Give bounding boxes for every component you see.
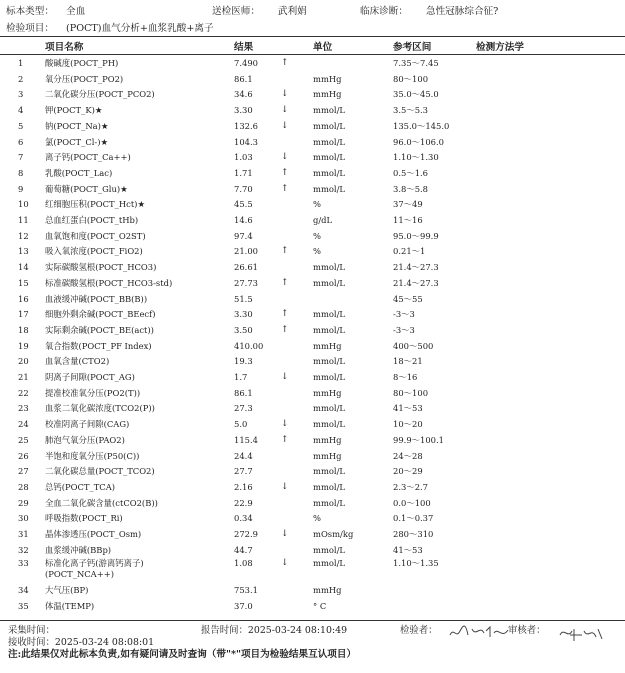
row-item-name: 吸入氧浓度(POCT_FiO2) (45, 246, 143, 257)
row-unit: g/dL (313, 215, 333, 225)
table-row (0, 119, 625, 133)
row-unit: mmol/L (313, 136, 345, 147)
row-item-name: 标准碳酸氢根(POCT_HCO3-std) (45, 277, 173, 288)
col-unit-header: 单位 (313, 42, 333, 53)
row-result: 26.61 (234, 262, 258, 273)
row-unit: mmol/L (313, 183, 345, 194)
row-result: 410.00 (234, 340, 264, 351)
specimen-type-label: 标本类型： (6, 6, 54, 17)
row-number: 5 (18, 120, 24, 131)
row-item-name: 校准阴离子间隙(CAG) (45, 419, 130, 430)
row-reference: 1.10～1.30 (393, 152, 439, 163)
row-number: 13 (18, 246, 29, 257)
table-row (0, 213, 625, 227)
row-result: 37.0 (234, 601, 253, 612)
receive-time-value: 2025-03-24 08:08:01 (54, 637, 155, 648)
row-result: 34.6 (234, 89, 253, 100)
row-result: 86.1 (234, 73, 253, 84)
table-row (0, 135, 625, 149)
row-flag: ↑ (281, 324, 289, 335)
row-flag: ↑ (281, 167, 289, 178)
row-number: 15 (18, 277, 29, 288)
row-item-name: 总血红蛋白(POCT_tHb) (45, 215, 139, 225)
row-number: 26 (18, 450, 29, 461)
row-unit: mmHg (313, 89, 342, 100)
row-reference: 2.3～2.7 (393, 481, 429, 492)
row-number: 28 (18, 481, 29, 492)
table-row (0, 496, 625, 510)
row-reference: 21.4～27.3 (393, 262, 439, 273)
row-number: 30 (18, 513, 29, 524)
row-flag: ↓ (281, 558, 289, 569)
row-flag: ↑ (281, 246, 289, 257)
row-reference: 11～16 (393, 215, 423, 225)
sender-value: 武利娟 (278, 6, 307, 17)
inspector-label: 检验者： (400, 625, 438, 636)
row-number: 22 (18, 387, 29, 398)
row-reference: 0.0～100 (393, 497, 431, 508)
row-item-name: 血液缓冲碱(POCT_BB(B)) (45, 293, 148, 304)
row-number: 18 (18, 324, 29, 335)
report-time-label: 报告时间： (201, 625, 248, 636)
row-unit: mmHg (313, 434, 342, 445)
row-reference: 280～310 (393, 529, 434, 539)
row-result: 5.0 (234, 419, 248, 430)
row-result: 1.03 (234, 152, 253, 163)
row-result: 3.30 (234, 105, 253, 116)
row-result: 1.71 (234, 167, 253, 178)
row-number: 32 (18, 544, 29, 555)
table-row (0, 511, 625, 525)
row-number: 6 (18, 136, 24, 147)
row-number: 2 (18, 73, 24, 84)
row-result: 24.4 (234, 450, 253, 461)
reviewer-label: 审核者： (508, 625, 546, 636)
row-result: 0.34 (234, 513, 253, 524)
collect-time-label: 采集时间： (8, 625, 55, 636)
row-result: 104.3 (234, 136, 258, 147)
row-unit: mmol/L (313, 403, 345, 414)
row-result: 27.73 (234, 277, 258, 288)
row-item-name: 血氧饱和度(POCT_O2ST) (45, 230, 146, 241)
row-result: 19.3 (234, 356, 253, 367)
row-number: 3 (18, 89, 24, 100)
row-item-name: 钾(POCT_K)★ (45, 105, 103, 116)
header-top-rule (0, 36, 625, 37)
row-reference: 8～16 (393, 372, 418, 382)
row-unit: mmol/L (313, 324, 345, 335)
report-time-value: 2025-03-24 08:10:49 (247, 625, 348, 636)
row-result: 14.6 (234, 215, 253, 225)
table-row (0, 464, 625, 478)
header-line-2 (6, 20, 616, 34)
table-row (0, 150, 625, 164)
row-item-name: 血浆缓冲碱(BBp) (45, 544, 112, 555)
table-row (0, 599, 625, 613)
table-row (0, 292, 625, 306)
row-unit: mmol/L (313, 372, 345, 382)
row-result: 22.9 (234, 497, 253, 508)
row-number: 8 (18, 167, 24, 178)
specimen-type-value: 全血 (66, 6, 86, 17)
row-result: 21.00 (234, 246, 258, 257)
row-unit: mmHg (313, 340, 342, 351)
row-reference: 41～53 (393, 403, 423, 414)
row-number: 24 (18, 419, 29, 430)
row-item-name: 实际碳酸氢根(POCT_HCO3) (45, 262, 157, 273)
row-number: 31 (18, 529, 29, 539)
table-row (0, 244, 625, 258)
row-number: 10 (18, 199, 29, 210)
row-item-name: 全血二氧化碳含量(ctCO2(B)) (45, 497, 158, 508)
row-item-name: 血氧含量(CTO2) (45, 356, 110, 367)
row-result: 3.30 (234, 309, 253, 320)
col-ref-header: 参考区间 (393, 42, 432, 53)
row-reference: 18～21 (393, 356, 423, 367)
row-reference: 95.0～99.9 (393, 230, 439, 241)
row-item-name: 酸碱度(POCT_PH) (45, 58, 119, 68)
sender-label: 送检医师： (212, 6, 260, 17)
test-items-label: 检验项目： (6, 23, 54, 34)
row-result: 27.7 (234, 466, 253, 477)
row-unit: mmHg (313, 450, 342, 461)
row-reference: -3～3 (393, 324, 415, 335)
table-row (0, 527, 625, 541)
row-flag: ↓ (281, 372, 289, 382)
row-item-name: 葡萄糖(POCT_Glu)★ (45, 183, 128, 194)
row-number: 4 (18, 105, 24, 116)
row-unit: mmHg (313, 387, 342, 398)
table-row (0, 480, 625, 494)
row-item-name: 标准化离子钙(游离钙离子)(POCT_NCA++) (45, 558, 144, 580)
row-item-name: 乳酸(POCT_Lac) (45, 167, 113, 178)
row-flag: ↑ (281, 309, 289, 320)
row-unit: mmol/L (313, 356, 345, 367)
table-row (0, 229, 625, 243)
row-reference: 80～100 (393, 73, 429, 84)
row-reference: 35.0～45.0 (393, 89, 439, 100)
table-row (0, 307, 625, 321)
row-reference: 135.0～145.0 (393, 120, 450, 131)
table-row (0, 449, 625, 463)
row-number: 12 (18, 230, 29, 241)
row-number: 1 (18, 58, 24, 68)
row-reference: 24～28 (393, 450, 423, 461)
table-header (0, 39, 625, 53)
row-result: 86.1 (234, 387, 253, 398)
row-item-name: 提准校准氧分压(PO2(T)) (45, 387, 141, 398)
row-number: 27 (18, 466, 29, 477)
row-reference: 41～53 (393, 544, 423, 555)
row-reference: 80～100 (393, 387, 429, 398)
table-row (0, 87, 625, 101)
table-row (0, 72, 625, 86)
row-reference: 96.0～106.0 (393, 136, 444, 147)
row-unit: mmol/L (313, 167, 345, 178)
row-unit: % (313, 246, 321, 257)
row-unit: mmol/L (313, 497, 345, 508)
table-row (0, 103, 625, 117)
row-number: 7 (18, 152, 24, 163)
row-result: 51.5 (234, 293, 253, 304)
row-number: 19 (18, 340, 29, 351)
row-item-name: 体温(TEMP) (45, 601, 95, 612)
table-row (0, 386, 625, 400)
row-result: 115.4 (234, 434, 258, 445)
disclaimer-text: 注:此结果仅对此标本负责,如有疑问请及时查询（带"*"项目为检验结果互认项目） (8, 649, 357, 660)
col-result-header: 结果 (234, 42, 254, 53)
row-unit: mmol/L (313, 481, 345, 492)
reviewer (508, 622, 546, 636)
row-result: 1.7 (234, 372, 248, 382)
row-reference: 45～55 (393, 293, 423, 304)
row-reference: -3～3 (393, 309, 415, 320)
row-item-name: 二氧化碳分压(POCT_PCO2) (45, 89, 155, 100)
row-result: 45.5 (234, 199, 253, 210)
receive-time-label: 接收时间： (8, 637, 55, 648)
row-flag: ↓ (281, 105, 289, 116)
row-reference: 7.35～7.45 (393, 58, 439, 68)
row-flag: ↓ (281, 120, 289, 131)
row-result: 753.1 (234, 585, 258, 596)
row-flag: ↑ (281, 58, 289, 68)
row-unit: mOsm/kg (313, 529, 354, 539)
row-reference: 3.8～5.8 (393, 183, 429, 194)
row-flag: ↓ (281, 89, 289, 100)
row-flag: ↑ (281, 183, 289, 194)
report-time (201, 622, 347, 636)
row-number: 23 (18, 403, 29, 414)
table-row (0, 339, 625, 353)
row-reference: 400～500 (393, 340, 434, 351)
diagnosis-value: 急性冠脉综合征? (426, 6, 499, 17)
row-number: 35 (18, 601, 29, 612)
table-row (0, 166, 625, 180)
row-reference: 20～29 (393, 466, 423, 477)
row-result: 272.9 (234, 529, 258, 539)
row-number: 33 (18, 558, 29, 569)
row-reference: 0.1～0.37 (393, 513, 434, 524)
row-unit: mmol/L (313, 558, 345, 569)
row-unit: mmHg (313, 585, 342, 596)
header-line-1 (6, 3, 616, 17)
row-number: 16 (18, 293, 29, 304)
row-result: 2.16 (234, 481, 253, 492)
row-unit: mmHg (313, 73, 342, 84)
row-item-name: 阴离子间隙(POCT_AG) (45, 372, 135, 382)
table-row (0, 558, 625, 580)
row-result: 3.50 (234, 324, 253, 335)
row-item-name: 晶体渗透压(POCT_Osm) (45, 529, 142, 539)
row-item-name: 红细胞压积(POCT_Hct)★ (45, 199, 145, 210)
row-item-name: 钠(POCT_Na)★ (45, 120, 109, 131)
row-unit: mmol/L (313, 419, 345, 430)
row-number: 17 (18, 309, 29, 320)
row-unit: mmol/L (313, 309, 345, 320)
row-result: 44.7 (234, 544, 253, 555)
row-reference: 99.9～100.1 (393, 434, 444, 445)
row-flag: ↓ (281, 152, 289, 163)
row-number: 34 (18, 585, 29, 596)
table-row (0, 56, 625, 70)
row-number: 25 (18, 434, 29, 445)
row-unit: % (313, 230, 321, 241)
row-item-name: 氧分压(POCT_PO2) (45, 73, 124, 84)
row-item-name: 氧合指数(POCT_PF Index) (45, 340, 152, 351)
row-unit: mmol/L (313, 120, 345, 131)
row-number: 9 (18, 183, 24, 194)
row-item-name: 大气压(BP) (45, 585, 89, 596)
table-row (0, 354, 625, 368)
row-item-name: 呼吸指数(POCT_Ri) (45, 513, 123, 524)
table-row (0, 583, 625, 597)
row-reference: 37～49 (393, 199, 423, 210)
table-row (0, 370, 625, 384)
row-number: 14 (18, 262, 29, 273)
row-reference: 10～20 (393, 419, 423, 430)
table-row (0, 197, 625, 211)
row-item-name: 总钙(POCT_TCA) (45, 481, 116, 492)
table-row (0, 182, 625, 196)
table-row (0, 417, 625, 431)
row-unit: mmol/L (313, 544, 345, 555)
footer-top-rule (0, 620, 625, 621)
row-number: 20 (18, 356, 29, 367)
row-number: 11 (18, 215, 29, 225)
table-row (0, 323, 625, 337)
row-reference: 0.21～1 (393, 246, 426, 257)
row-unit: % (313, 199, 321, 210)
table-row (0, 433, 625, 447)
row-result: 132.6 (234, 120, 258, 131)
table-row (0, 260, 625, 274)
row-result: 27.3 (234, 403, 253, 414)
row-item-name: 肺泡气氧分压(PAO2) (45, 434, 125, 445)
test-items-value: (POCT)血气分析+血浆乳酸+离子 (66, 23, 214, 34)
row-flag: ↑ (281, 434, 289, 445)
col-method-header: 检测方法学 (476, 42, 524, 53)
row-unit: mmol/L (313, 277, 345, 288)
inspector (400, 622, 438, 636)
table-row (0, 276, 625, 290)
row-flag: ↓ (281, 529, 289, 539)
table-row (0, 543, 625, 557)
disclaimer-note (8, 646, 356, 660)
row-unit: mmol/L (313, 466, 345, 477)
row-item-name: 半饱和度氧分压(P50(C)) (45, 450, 140, 461)
col-name-header: 项目名称 (45, 42, 84, 53)
row-number: 29 (18, 497, 29, 508)
inspector-signature (446, 621, 516, 643)
row-flag: ↑ (281, 277, 289, 288)
table-row (0, 401, 625, 415)
row-number: 21 (18, 372, 29, 382)
row-item-name: 离子钙(POCT_Ca++) (45, 152, 131, 163)
row-reference: 21.4～27.3 (393, 277, 439, 288)
row-item-name: 血浆二氧化碳浓度(TCO2(P)) (45, 403, 155, 414)
row-reference: 1.10～1.35 (393, 558, 439, 569)
row-reference: 3.5～5.3 (393, 105, 429, 116)
reviewer-signature (556, 623, 606, 645)
row-item-name: 二氧化碳总量(POCT_TCO2) (45, 466, 155, 477)
row-item-name: 实际剩余碱(POCT_BE(act)) (45, 324, 154, 335)
row-unit: mmol/L (313, 152, 345, 163)
row-result: 97.4 (234, 230, 253, 241)
row-unit: ° C (313, 601, 327, 612)
row-result: 7.490 (234, 58, 258, 68)
row-unit: % (313, 513, 321, 524)
row-result: 1.08 (234, 558, 253, 569)
row-unit: mmol/L (313, 262, 345, 273)
row-flag: ↓ (281, 419, 289, 430)
row-item-name: 细胞外剩余碱(POCT_BEecf) (45, 309, 156, 320)
row-reference: 0.5～1.6 (393, 167, 429, 178)
row-unit: mmol/L (313, 105, 345, 116)
header-bottom-rule (0, 54, 625, 55)
row-flag: ↓ (281, 481, 289, 492)
diagnosis-label: 临床诊断： (360, 6, 408, 17)
row-result: 7.70 (234, 183, 253, 194)
row-item-name: 氯(POCT_Cl-)★ (45, 136, 109, 147)
